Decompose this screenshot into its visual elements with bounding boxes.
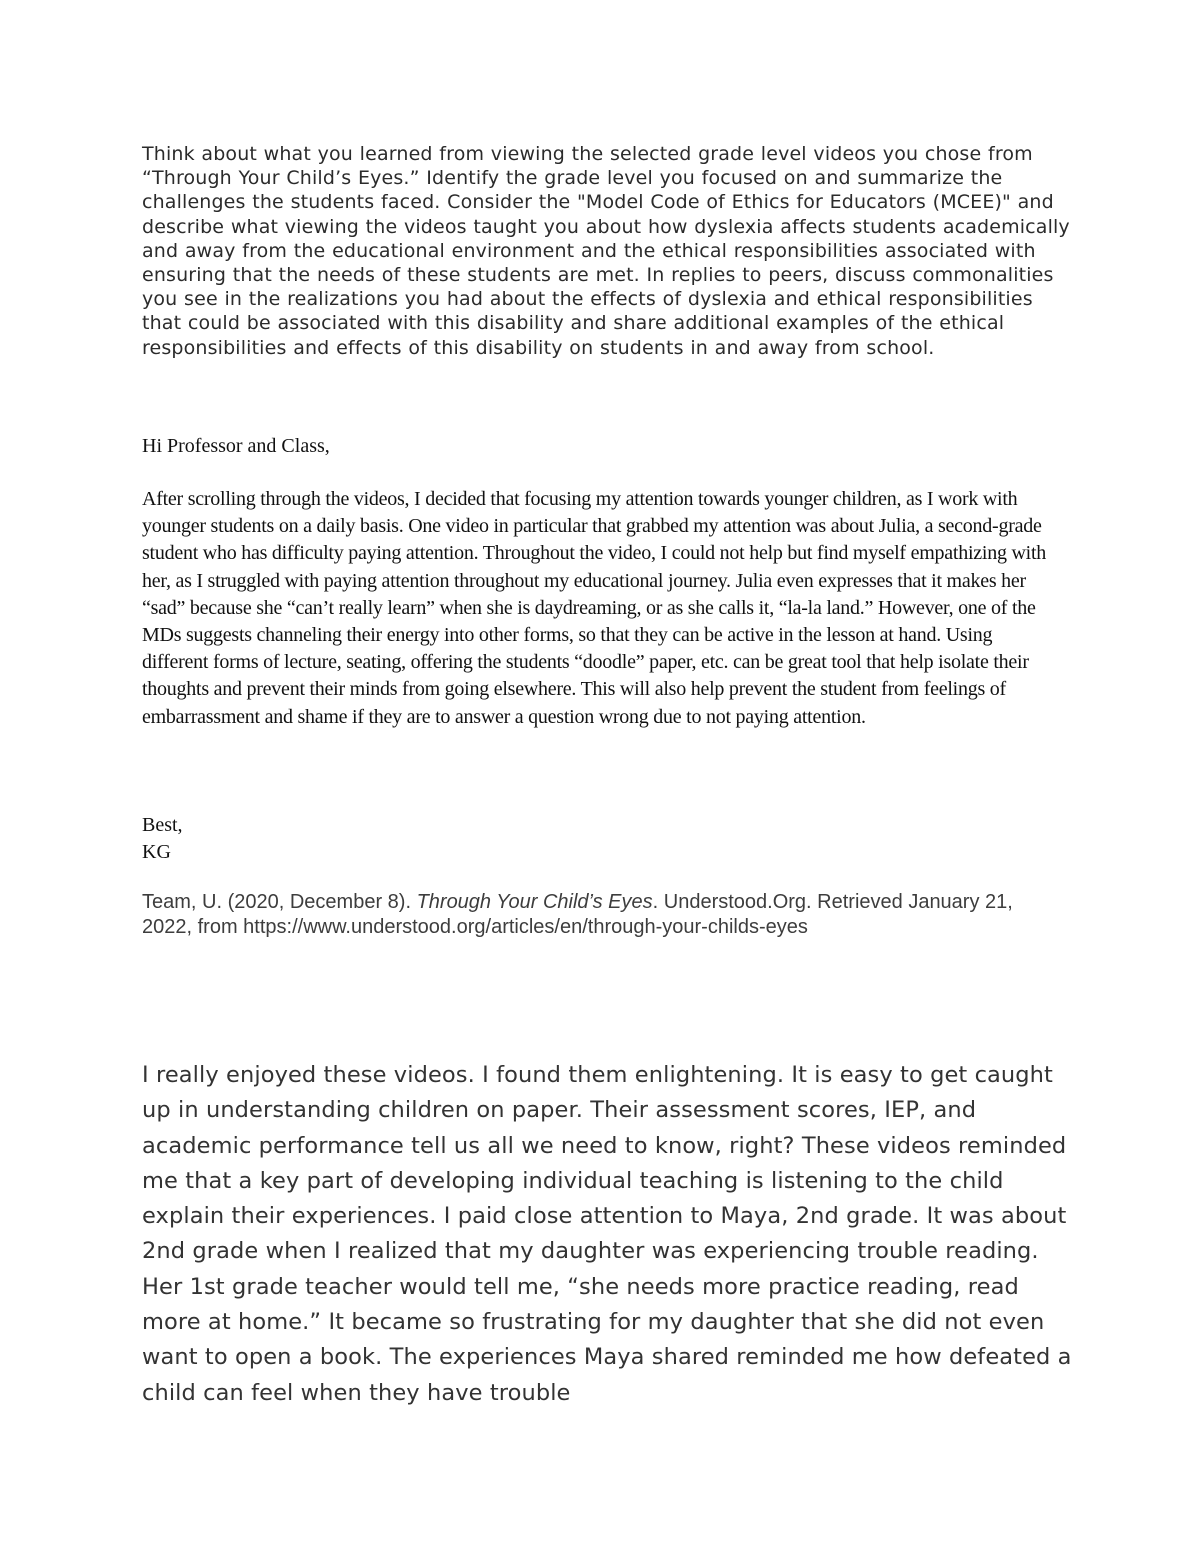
citation-author-date: Team, U. (2020, December 8). [142, 891, 417, 913]
closing-text: Best, [142, 814, 183, 836]
signature-text: KG [142, 841, 171, 863]
peer-reply-text: I really enjoyed these videos. I found them enlightening. It is easy to get caught up in understanding children on paper. Their assessment scores, IEP, and academic performance tell us all we need to know, right? These videos reminded me that a key part of developing individual teaching is listening to the child explain their experiences. I paid close attention to Maya, 2nd grade. It was about 2nd grade when I realized that my daughter was experiencing trouble reading. Her 1st grade teacher would tell me, “she needs more practice reading, read more at home.” It became so frustrating for my daughter that she did not even want to open a book. The experiences Maya shared reminded me how defeated a child can feel when they have trouble [142, 1062, 1072, 1406]
reply-greeting: Hi Professor and Class, [142, 435, 330, 457]
prompt-text: Think about what you learned from viewing the selected grade level videos you chose from “Through Your Child’s Eyes.” Identify the grade level you focused on and summarize the challenges the students faced. Consider the "Model Code of Ethics for Educators (MCEE)" and describe what viewing the videos taught you about how dyslexia affects students academically and away from the educational environment and the ethical responsibilities associated with ensuring that the needs of these students are met. In replies to peers, discuss commonalities you see in the realizations you had about the effects of dyslexia and ethical responsibilities that could be associated with this disability and share additional examples of the ethical responsibilities and effects of this disability on students in and away from school. [142, 143, 1070, 359]
reply-body [142, 486, 1062, 731]
citation-rest: . Understood.Org. Retrieved January 21, 2022, from https://www.understood.org/articles/en/through-your-childs-eyes [142, 891, 1013, 938]
discussion-prompt [142, 142, 1072, 360]
reference-citation [142, 890, 1042, 939]
citation-title: Through Your Child’s Eyes [416, 891, 653, 913]
peer-reply [142, 1058, 1072, 1411]
reply-signoff [142, 812, 1072, 866]
reply-body-text: After scrolling through the videos, I decided that focusing my attention towards younger children, as I work with younger students on a daily basis. One video in particular that grabbed my attention was about Julia, a second-grade student who has difficulty paying attention. Throughout the video, I could not help but find myself empathizing with her, as I struggled with paying attention throughout my educational journey. Julia even expresses that it makes her “sad” because she “can’t really learn” when she is daydreaming, or as she calls it, “la-la land.” However, one of the MDs suggests channeling their energy into other forms, so that they can be active in the lesson at hand. Using different forms of lecture, seating, offering the students “doodle” paper, etc. can be great tool that help isolate their thoughts and prevent their minds from going elsewhere. This will also help prevent the student from feelings of embarrassment and shame if they are to answer a question wrong due to not paying attention. [142, 488, 1046, 728]
